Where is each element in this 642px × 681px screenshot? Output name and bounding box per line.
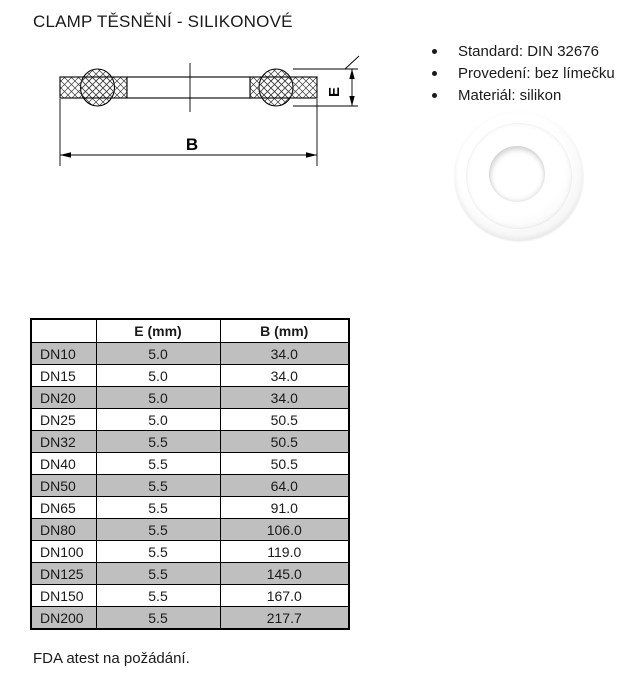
table-row (31, 519, 349, 541)
dn-cell: DN50 (31, 475, 96, 497)
e-value-cell: 5.5 (96, 519, 220, 541)
dn-cell: DN80 (31, 519, 96, 541)
gasket-center-hole (489, 146, 545, 202)
dimension-e-label: E (326, 86, 343, 98)
bullet-icon (432, 71, 437, 76)
b-value-cell: 106.0 (220, 519, 349, 541)
bullet-icon (432, 49, 437, 54)
technical-drawing (40, 53, 370, 171)
b-value-cell: 64.0 (220, 475, 349, 497)
dn-cell: DN100 (31, 541, 96, 563)
b-value-cell: 217.7 (220, 607, 349, 630)
dn-cell: DN125 (31, 563, 96, 585)
b-value-cell: 50.5 (220, 409, 349, 431)
e-value-cell: 5.0 (96, 365, 220, 387)
dn-cell: DN40 (31, 453, 96, 475)
col-header-dn (31, 319, 96, 343)
page-title: CLAMP TĚSNĚNÍ - SILIKONOVÉ (33, 12, 293, 31)
table-row (31, 387, 349, 409)
spec-item-label: Provedení: bez límečku (458, 64, 615, 82)
b-value-cell: 34.0 (220, 365, 349, 387)
e-value-cell: 5.5 (96, 541, 220, 563)
b-value-cell: 50.5 (220, 431, 349, 453)
b-value-cell: 50.5 (220, 453, 349, 475)
b-value-cell: 34.0 (220, 343, 349, 365)
table-row (31, 365, 349, 387)
table-row (31, 585, 349, 607)
left-hatched-section (60, 77, 127, 98)
table-row (31, 497, 349, 519)
b-value-cell: 167.0 (220, 585, 349, 607)
right-hatched-section (250, 77, 317, 98)
b-value-cell: 91.0 (220, 497, 349, 519)
table-header-row (31, 319, 349, 343)
dn-cell: DN10 (31, 343, 96, 365)
bore-section (127, 77, 250, 98)
dn-cell: DN25 (31, 409, 96, 431)
gasket-photo (455, 112, 583, 240)
size-table-body (31, 343, 349, 630)
spec-item-standard (432, 40, 615, 62)
e-value-cell: 5.5 (96, 453, 220, 475)
table-row (31, 607, 349, 630)
footer-note: FDA atest na požádání. (33, 650, 190, 667)
dn-cell: DN200 (31, 607, 96, 630)
table-row (31, 541, 349, 563)
e-value-cell: 5.5 (96, 431, 220, 453)
table-row (31, 343, 349, 365)
e-value-cell: 5.5 (96, 607, 220, 630)
e-value-cell: 5.5 (96, 585, 220, 607)
col-header-e: E (mm) (96, 319, 220, 343)
e-value-cell: 5.0 (96, 343, 220, 365)
table-row (31, 409, 349, 431)
e-value-cell: 5.5 (96, 497, 220, 519)
dimension-b (60, 99, 317, 166)
bullet-icon (432, 93, 437, 98)
dn-cell: DN65 (31, 497, 96, 519)
col-header-b: B (mm) (220, 319, 349, 343)
table-row (31, 431, 349, 453)
spec-item-label: Standard: DIN 32676 (458, 42, 599, 60)
e-value-cell: 5.5 (96, 563, 220, 585)
spec-item-provedeni (432, 62, 615, 84)
e-value-cell: 5.0 (96, 409, 220, 431)
spec-item-material (432, 84, 615, 106)
b-value-cell: 34.0 (220, 387, 349, 409)
e-value-cell: 5.5 (96, 475, 220, 497)
dn-cell: DN15 (31, 365, 96, 387)
table-row (31, 563, 349, 585)
dn-cell: DN20 (31, 387, 96, 409)
dn-cell: DN32 (31, 431, 96, 453)
table-row (31, 475, 349, 497)
size-table (30, 318, 350, 630)
table-row (31, 453, 349, 475)
b-value-cell: 145.0 (220, 563, 349, 585)
spec-list (432, 40, 615, 106)
dn-cell: DN150 (31, 585, 96, 607)
b-value-cell: 119.0 (220, 541, 349, 563)
e-value-cell: 5.0 (96, 387, 220, 409)
dimension-b-label: B (185, 135, 199, 154)
spec-item-label: Materiál: silikon (458, 86, 562, 104)
gasket-cross-section (60, 63, 317, 112)
